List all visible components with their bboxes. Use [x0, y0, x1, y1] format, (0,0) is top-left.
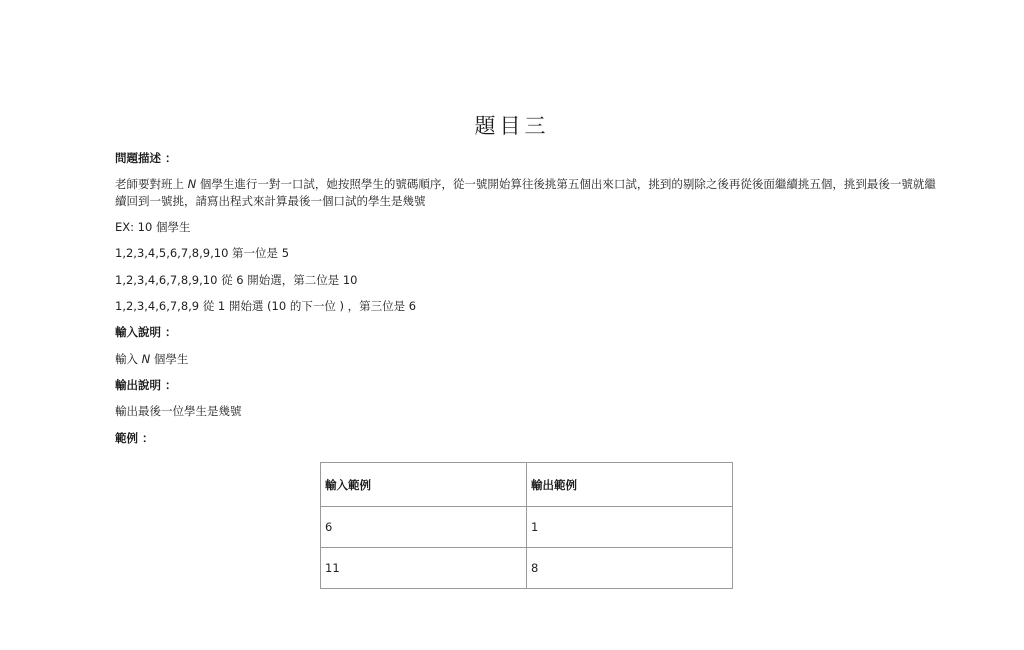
- examples-table: [320, 462, 733, 589]
- table-cell-input: 11: [321, 548, 527, 589]
- table-cell-input: 6: [321, 507, 527, 548]
- n-variable: N: [187, 177, 197, 192]
- output-text: 輸出最後一位學生是幾號: [115, 404, 242, 419]
- example-line: EX: 10 個學生: [115, 219, 191, 234]
- description-text-after: 個學生進行一對一口試，她按照學生的號碼順序，從一號開始算往後挑第五個出來口試，挑到的剔除之後再從後面繼續挑五個，挑到最後一號就繼續回到一號挑，請寫出程式來計算最後一個口試的學生是幾號: [115, 177, 936, 208]
- column-header-input: 輸入範例: [321, 463, 527, 507]
- table-cell-output: 1: [527, 507, 733, 548]
- column-header-output: 輸出範例: [527, 463, 733, 507]
- example-line: 1,2,3,4,5,6,7,8,9,10 第一位是 5: [115, 246, 290, 261]
- table-row: [321, 548, 733, 589]
- n-variable: N: [141, 351, 151, 366]
- description-text-before: 老師要對班上: [115, 177, 188, 192]
- description-heading: 問題描述 ：: [115, 151, 177, 165]
- examples-heading: 範例 ：: [115, 430, 154, 445]
- input-text-before: 輸入: [115, 351, 142, 366]
- example-line: 1,2,3,4,6,7,8,9,10 從 6 開始選，第二位是 10: [115, 272, 358, 287]
- description-text: [115, 176, 945, 209]
- output-heading: 輸出說明 ：: [115, 377, 177, 392]
- example-line: 1,2,3,4,6,7,8,9 從 1 開始選 (10 的下一位 ) ，第三位是 6: [115, 298, 417, 313]
- page-title: 題目三: [474, 114, 550, 138]
- document-content: [115, 150, 945, 456]
- table-row: [321, 507, 733, 548]
- table-cell-output: 8: [527, 548, 733, 589]
- input-heading: 輸入說明 ：: [115, 325, 177, 340]
- input-text-after: 個學生: [150, 351, 189, 366]
- table-header-row: [321, 463, 733, 507]
- input-text: [115, 351, 945, 367]
